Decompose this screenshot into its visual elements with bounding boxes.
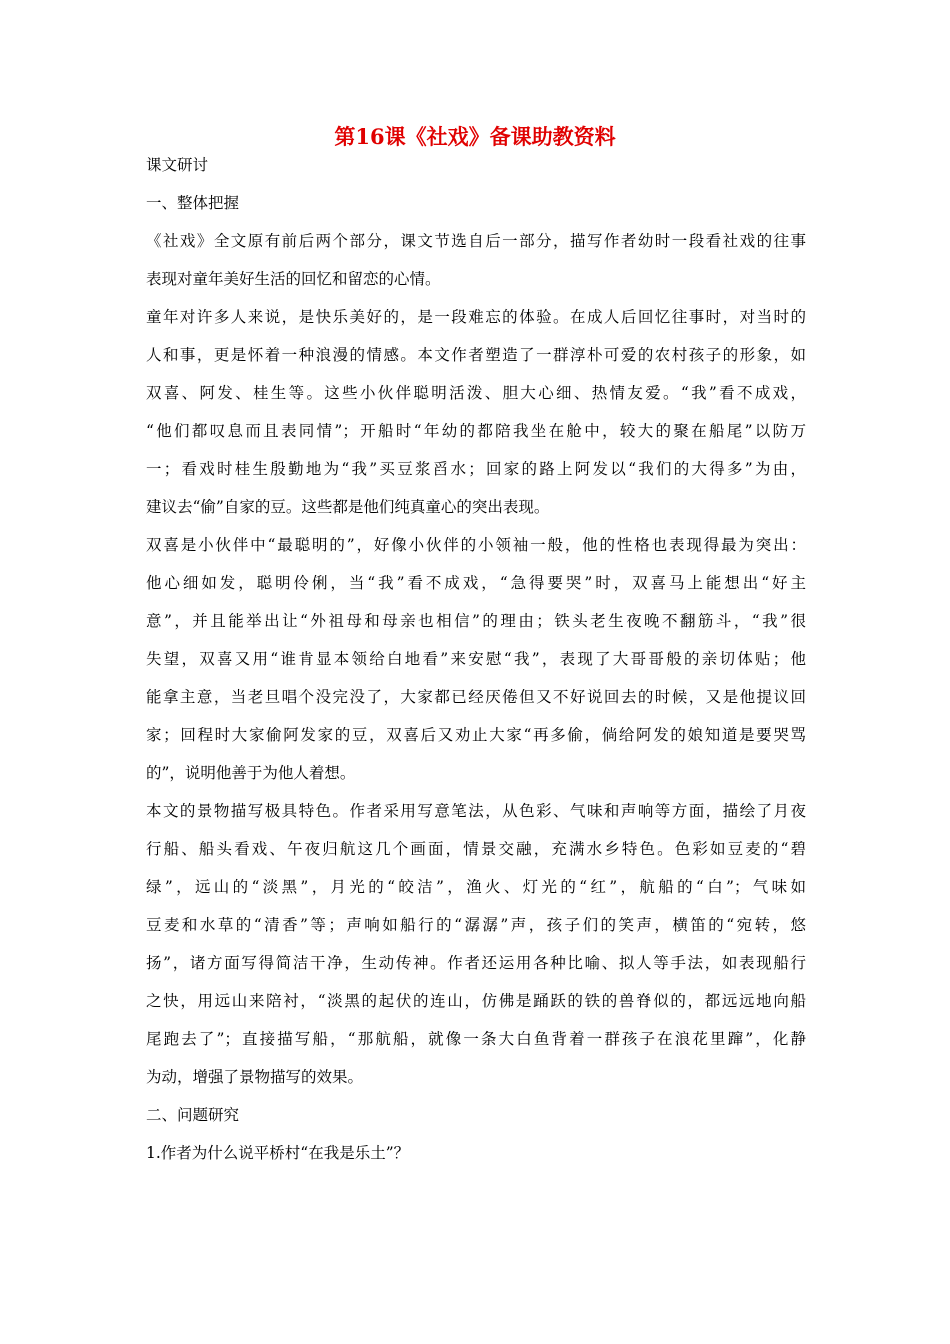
- paragraph-line: 童年对许多人来说，是快乐美好的，是一段难忘的体验。在成人后回忆往事时，对当时的: [146, 308, 806, 326]
- paragraph-line: 之快，用远山来陪衬，“淡黑的起伏的连山，仿佛是踊跃的铁的兽脊似的，都远远地向船: [146, 992, 806, 1010]
- paragraph-line: 为动，增强了景物描写的效果。: [146, 1068, 364, 1086]
- paragraph-line: 人和事，更是怀着一种浪漫的情感。本文作者塑造了一群淳朴可爱的农村孩子的形象，如: [146, 346, 806, 364]
- paragraph-1: [146, 226, 806, 294]
- paragraph-line: 家；回程时大家偷阿发家的豆，双喜后又劝止大家“再多偷，倘给阿发的娘知道是要哭骂: [146, 726, 806, 744]
- paragraph-line: 他心细如发，聪明伶俐，当“我”看不成戏，“急得要哭”时，双喜马上能想出“好主: [146, 574, 806, 592]
- paragraph-line: “他们都叹息而且表同情”；开船时“年幼的都陪我坐在舱中，较大的聚在船尾”以防万: [146, 422, 806, 440]
- document-title: 第16课《社戏》备课助教资料: [334, 124, 616, 149]
- paragraph-line: 一；看戏时桂生殷勤地为“我”买豆浆舀水；回家的路上阿发以“我们的大得多”为由，: [146, 460, 806, 478]
- paragraph-line: 双喜是小伙伴中“最聪明的”，好像小伙伴的小领袖一般，他的性格也表现得最为突出：: [146, 536, 806, 554]
- paragraph-line: 本文的景物描写极具特色。作者采用写意笔法，从色彩、气味和声响等方面，描绘了月夜: [146, 802, 806, 820]
- paragraph-line: 扬”，诸方面写得简洁干净，生动传神。作者还运用各种比喻、拟人等手法，如表现船行: [146, 954, 806, 972]
- paragraph-line: 的”，说明他善于为他人着想。: [146, 764, 356, 782]
- paragraph-line: 失望，双喜又用“谁肯显本领给白地看”来安慰“我”，表现了大哥哥般的亲切体贴；他: [146, 650, 806, 668]
- section-heading-1: 一、整体把握: [146, 194, 240, 212]
- paragraph-line: 意”，并且能举出让“外祖母和母亲也相信”的理由；铁头老生夜晚不翻筋斗，“我”很: [146, 612, 806, 630]
- paragraph-4: [146, 796, 806, 1092]
- paragraph-2: [146, 302, 806, 522]
- section-heading-2: 二、问题研究: [146, 1106, 240, 1124]
- paragraph-3: [146, 530, 806, 788]
- paragraph-line: 豆麦和水草的“清香”等；声响如船行的“潺潺”声，孩子们的笑声，横笛的“宛转，悠: [146, 916, 806, 934]
- paragraph-line: 尾跑去了”；直接描写船，“那航船，就像一条大白鱼背着一群孩子在浪花里蹿”，化静: [146, 1030, 806, 1048]
- paragraph-line: 绿”，远山的“淡黑”，月光的“皎洁”，渔火、灯光的“红”，航船的“白”；气味如: [146, 878, 806, 896]
- question-1: 1.作者为什么说平桥村“在我是乐土”？: [146, 1144, 410, 1162]
- document-body: [146, 150, 806, 1168]
- paragraph-line: 双喜、阿发、桂生等。这些小伙伴聪明活泼、胆大心细、热情友爱。“我”看不成戏，: [146, 384, 806, 402]
- paragraph-line: 能拿主意，当老旦唱个没完没了，大家都已经厌倦但又不好说回去的时候，又是他提议回: [146, 688, 806, 706]
- paragraph-line: 行船、船头看戏、午夜归航这几个画面，情景交融，充满水乡特色。色彩如豆麦的“碧: [146, 840, 806, 858]
- paragraph-line: 表现对童年美好生活的回忆和留恋的心情。: [146, 270, 441, 288]
- label-text: 课文研讨: [146, 156, 209, 174]
- paragraph-line: 《社戏》全文原有前后两个部分，课文节选自后一部分，描写作者幼时一段看社戏的往事: [146, 232, 806, 250]
- paragraph-line: 建议去“偷”自家的豆。这些都是他们纯真童心的突出表现。: [146, 498, 550, 516]
